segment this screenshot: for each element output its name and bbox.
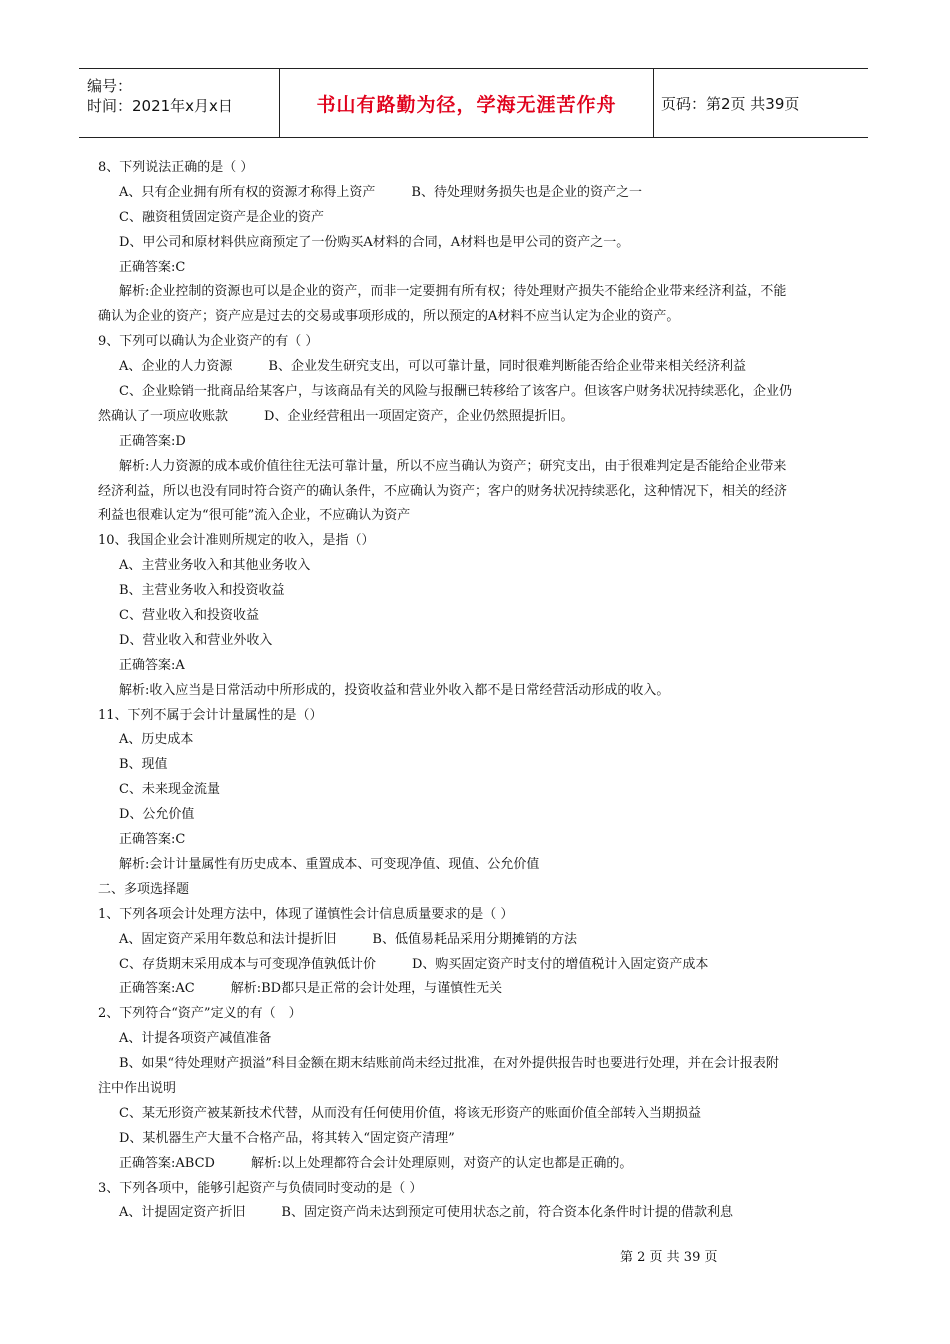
text-line (98, 554, 868, 579)
text-line (98, 305, 868, 330)
document-body (98, 156, 868, 1226)
line-text: D、公允价值 (119, 807, 195, 823)
line-text: B、现值 (119, 757, 168, 773)
text-line (98, 803, 868, 828)
line-text: 2、下列符合“资产”定义的有（ ） (98, 1006, 302, 1022)
line-text-secondary: B、低值易耗品采用分期摊销的方法 (372, 931, 577, 947)
text-line (98, 928, 868, 953)
line-text-secondary: 解析:BD都只是正常的会计处理，与谨慎性无关 (230, 981, 503, 997)
text-line (98, 579, 868, 604)
text-line (98, 728, 868, 753)
text-line (98, 181, 868, 206)
date-label: 时间：2021年x月x日 (87, 97, 233, 115)
header-meta (79, 69, 279, 137)
line-text: 1、下列各项会计处理方法中，体现了谨慎性会计信息质量要求的是（ ） (98, 906, 514, 922)
line-text: C、融资租赁固定资产是企业的资产 (119, 209, 324, 225)
line-text: 正确答案:C (119, 259, 186, 275)
line-text: D、营业收入和营业外收入 (119, 632, 273, 648)
line-text: 10、我国企业会计准则所规定的收入，是指（） (98, 533, 375, 549)
line-text-secondary: D、企业经营租出一项固定资产，企业仍然照提折旧。 (264, 408, 574, 424)
text-line (98, 430, 868, 455)
line-text: A、企业的人力资源 (119, 359, 233, 375)
text-line (98, 455, 868, 480)
line-text: B、主营业务收入和投资收益 (119, 583, 285, 599)
text-line (98, 1201, 868, 1226)
text-line (98, 853, 868, 878)
text-line (98, 654, 868, 679)
text-line (98, 1077, 868, 1102)
text-line (98, 1177, 868, 1202)
line-text: A、只有企业拥有所有权的资源才称得上资产 (119, 184, 376, 200)
line-text-secondary: 解析:以上处理都符合会计处理原则，对资产的认定也都是正确的。 (250, 1155, 633, 1171)
line-text: A、历史成本 (119, 732, 194, 748)
text-line (98, 1052, 868, 1077)
line-text: A、主营业务收入和其他业务收入 (119, 558, 311, 574)
text-line (98, 753, 868, 778)
text-line (98, 828, 868, 853)
line-text-secondary: B、待处理财务损失也是企业的资产之一 (411, 184, 642, 200)
line-text: A、固定资产采用年数总和法计提折旧 (119, 931, 337, 947)
line-text: D、某机器生产大量不合格产品，将其转入“固定资产清理” (119, 1130, 455, 1146)
text-line (98, 1002, 868, 1027)
line-text: 解析:人力资源的成本或价值往往无法可靠计量，所以不应当确认为资产；研究支出，由于很难判定是否能给企业带来 (119, 458, 787, 474)
line-text: 正确答案:AC (119, 981, 195, 997)
line-text: 正确答案:ABCD (119, 1155, 215, 1171)
line-text: C、某无形资产被某新技术代替，从而没有任何使用价值，将该无形资产的账面价值全部转入当期损益 (119, 1105, 701, 1121)
text-line (98, 1102, 868, 1127)
line-text: B、如果“待处理财产损溢”科目金额在期末结账前尚未经过批准，在对外提供报告时也要进行处理，并在会计报表附 (119, 1056, 779, 1072)
text-line (98, 953, 868, 978)
text-line (98, 280, 868, 305)
header-motto-cell (279, 69, 654, 137)
line-text: 3、下列各项中，能够引起资产与负债同时变动的是（ ） (98, 1180, 423, 1196)
page-footer: 第 2 页 共 39 页 (620, 1250, 718, 1265)
line-text: 9、下列可以确认为企业资产的有（ ） (98, 334, 319, 350)
text-line (98, 156, 868, 181)
text-line (98, 355, 868, 380)
text-line (98, 480, 868, 505)
line-text: D、甲公司和原材料供应商预定了一份购买A材料的合同，A材料也是甲公司的资产之一。 (119, 234, 630, 250)
line-text: 注中作出说明 (98, 1080, 177, 1096)
text-line (98, 1152, 868, 1177)
line-text: C、营业收入和投资收益 (119, 608, 259, 624)
line-text: C、未来现金流量 (119, 782, 220, 798)
line-text-secondary: D、购买固定资产时支付的增值税计入固定资产成本 (411, 956, 709, 972)
motto: 书山有路勤为径，学海无涯苦作舟 (316, 93, 617, 116)
line-text-secondary: B、企业发生研究支出，可以可靠计量，同时很难判断能否给企业带来相关经济利益 (268, 359, 746, 375)
text-line (98, 629, 868, 654)
line-text: 利益也很难认定为“很可能”流入企业，不应确认为资产 (98, 508, 411, 524)
text-line (98, 1127, 868, 1152)
text-line (98, 704, 868, 729)
line-text: C、存货期末采用成本与可变现净值孰低计价 (119, 956, 376, 972)
text-line (98, 1027, 868, 1052)
text-line (98, 529, 868, 554)
text-line (98, 878, 868, 903)
line-text: 正确答案:C (119, 832, 186, 848)
line-text: 解析:收入应当是日常活动中所形成的，投资收益和营业外收入都不是日常经营活动形成的收入。 (119, 682, 670, 698)
text-line (98, 778, 868, 803)
header-page-cell (653, 69, 868, 137)
text-line (98, 977, 868, 1002)
text-line (98, 256, 868, 281)
text-line (98, 405, 868, 430)
text-line (98, 679, 868, 704)
line-text: A、计提各项资产减值准备 (119, 1031, 272, 1047)
text-line (98, 504, 868, 529)
text-line (98, 231, 868, 256)
line-text: 确认为企业的资产；资产应是过去的交易或事项形成的，所以预定的A材料不应当认定为企业的资产。 (98, 309, 680, 325)
line-text: 8、下列说法正确的是（ ） (98, 160, 254, 175)
line-text: A、计提固定资产折旧 (119, 1205, 246, 1221)
text-line (98, 206, 868, 231)
line-text: 然确认了一项应收账款 (98, 408, 229, 424)
number-label: 编号： (87, 77, 133, 95)
text-line (98, 330, 868, 355)
text-line (98, 380, 868, 405)
text-line (98, 903, 868, 928)
text-line (98, 604, 868, 629)
line-text: 正确答案:D (119, 433, 186, 449)
line-text: 二、多项选择题 (98, 881, 190, 897)
line-text: 11、下列不属于会计计量属性的是（） (98, 707, 323, 723)
line-text: 经济利益，所以也没有同时符合资产的确认条件，不应确认为资产；客户的财务状况持续恶化，这种情况下，相关的经济 (98, 483, 788, 499)
line-text: C、企业赊销一批商品给某客户，与该商品有关的风险与报酬已转移给了该客户。但该客户财务状况持续恶化，企业仍 (119, 384, 792, 400)
line-text: 解析:企业控制的资源也可以是企业的资产，而非一定要拥有所有权；待处理财产损失不能给企业带来经济利益，不能 (119, 284, 787, 300)
line-text: 解析:会计计量属性有历史成本、重置成本、可变现净值、现值、公允价值 (119, 856, 540, 872)
line-text: 正确答案:A (119, 657, 185, 673)
page-code: 页码：第2页 共39页 (661, 94, 800, 113)
line-text-secondary: B、固定资产尚未达到预定可使用状态之前，符合资本化条件时计提的借款利息 (281, 1205, 733, 1221)
page-header (79, 68, 868, 138)
